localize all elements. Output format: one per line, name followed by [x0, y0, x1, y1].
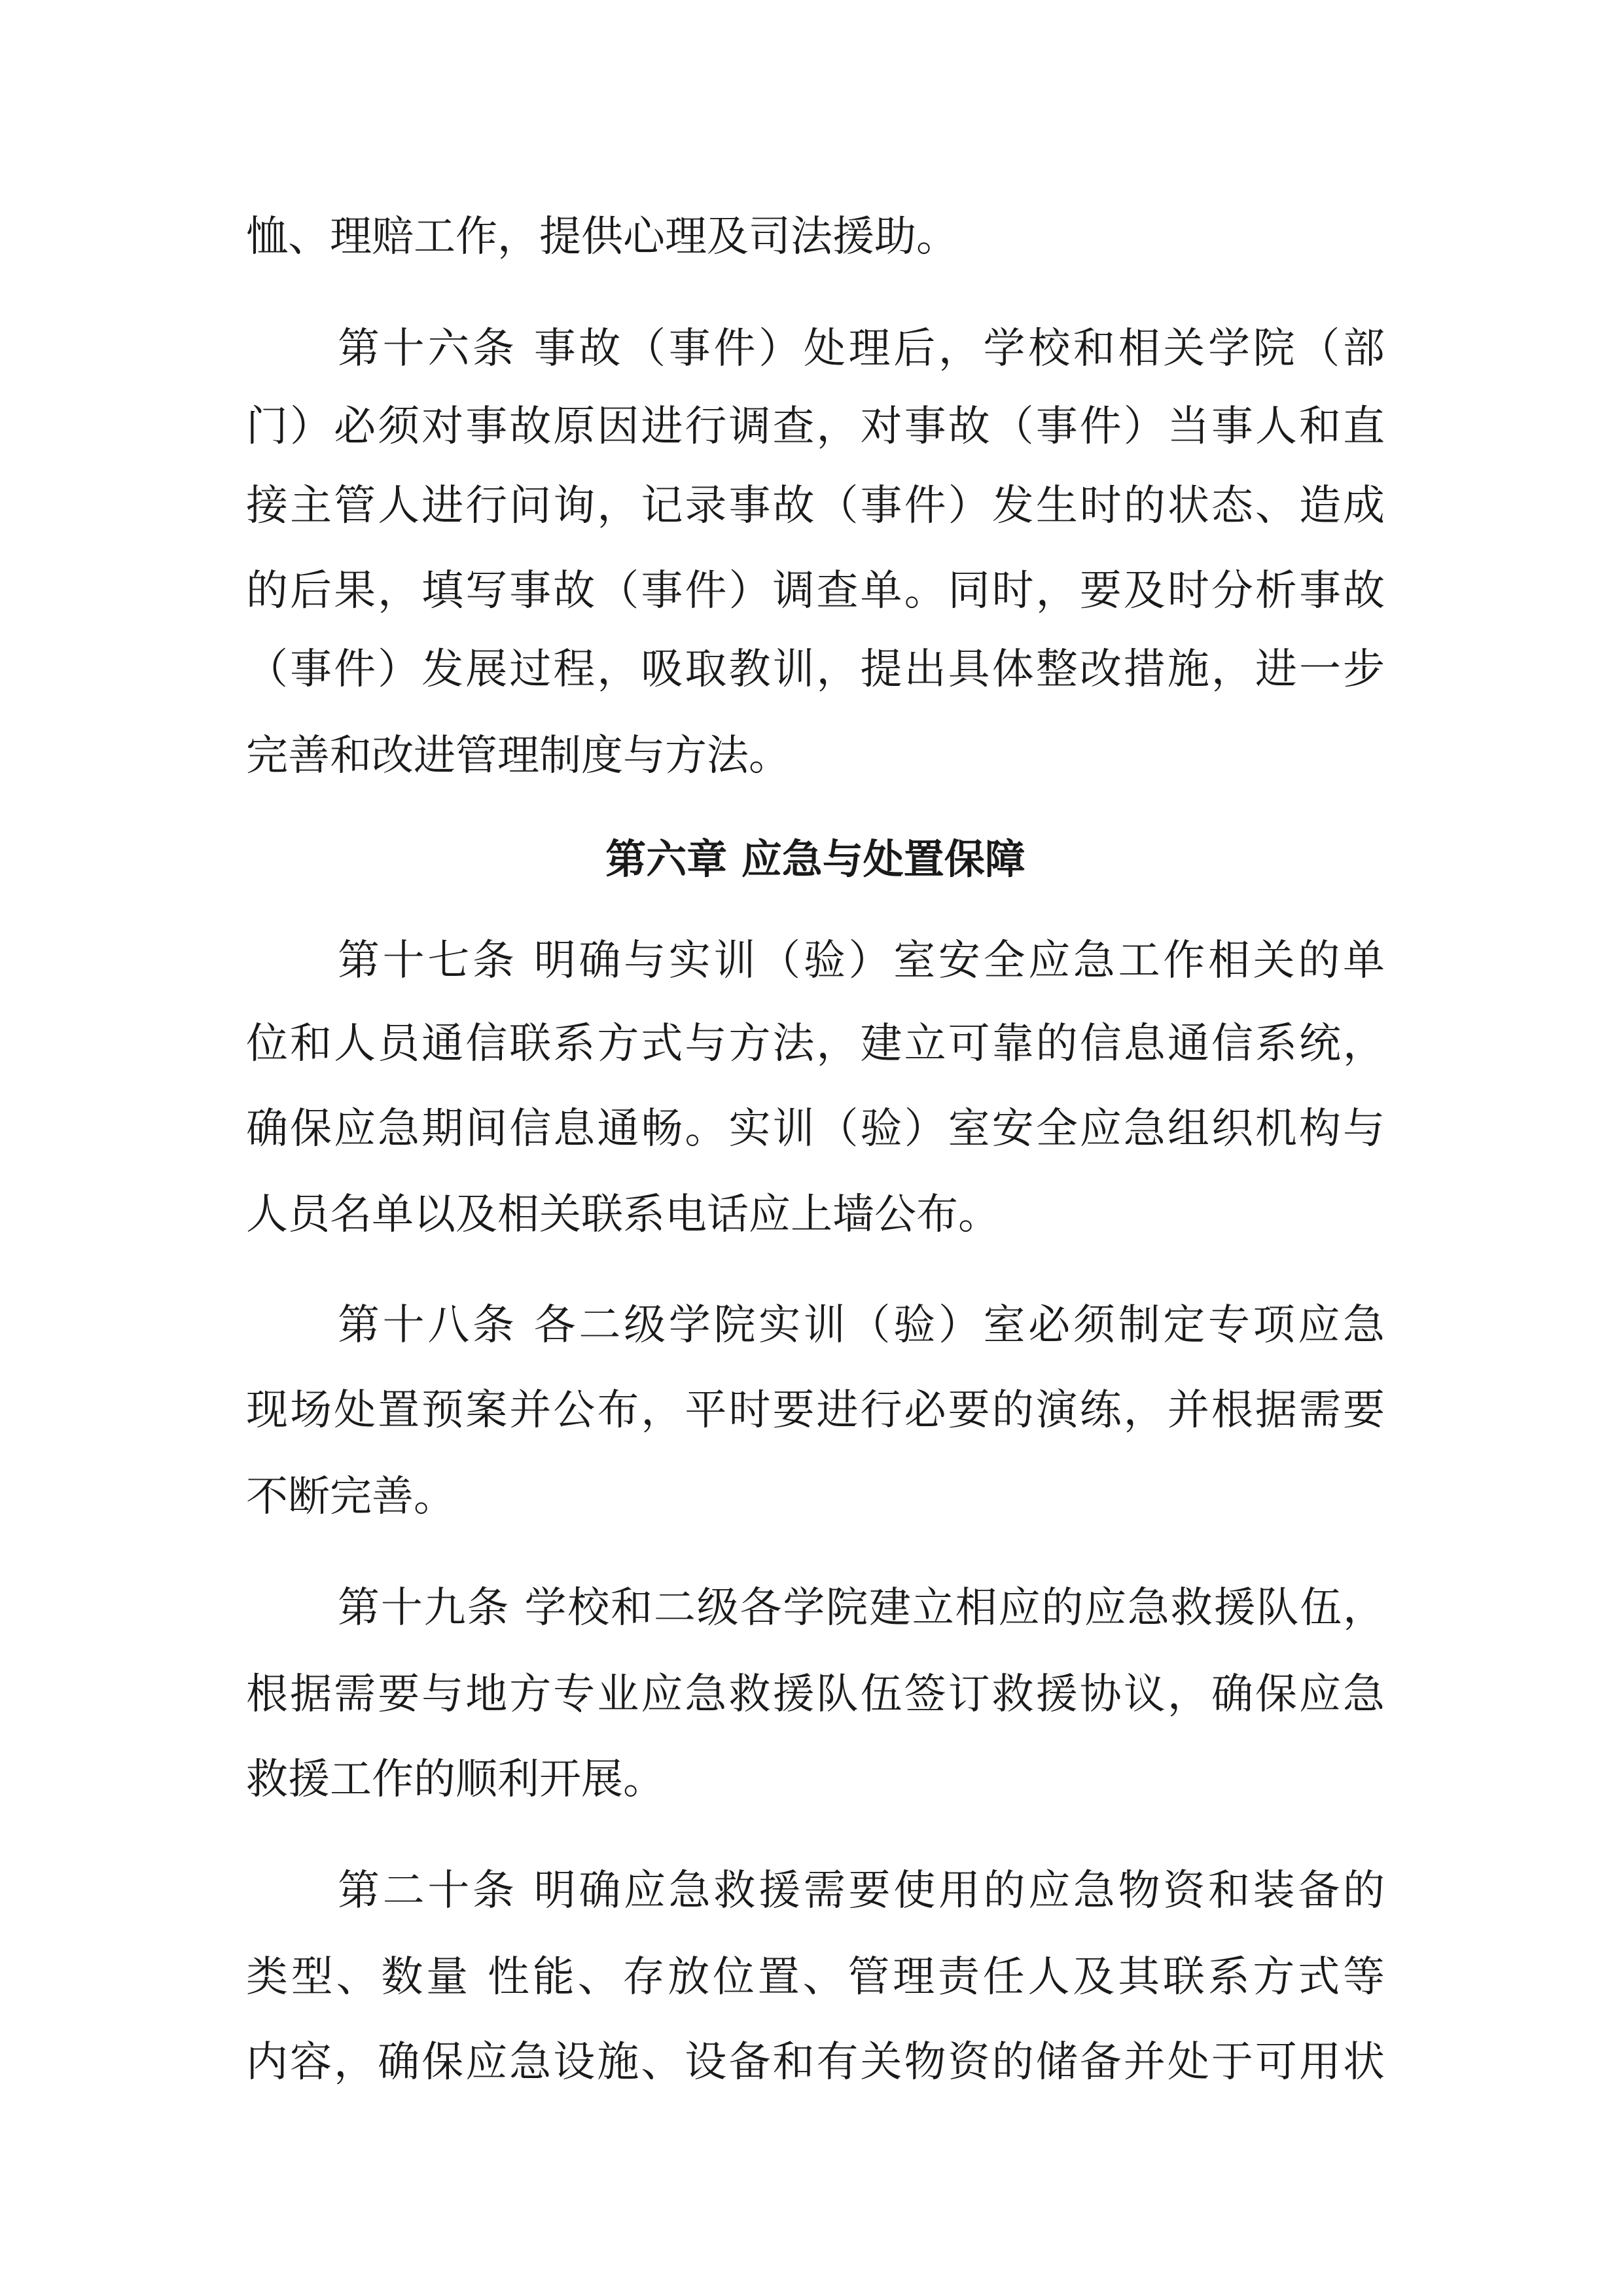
- article-18-line: 现场处置预案并公布，平时要进行必要的演练，并根据需要: [246, 1386, 1385, 1435]
- article-16-line: 接主管人进行问询，记录事故（事件）发生时的状态、造成: [246, 482, 1385, 530]
- chapter-heading: 第六章 应急与处置保障: [605, 835, 1026, 883]
- article-16-line: 完善和改进管理制度与方法。: [246, 732, 791, 780]
- article-16-line: 的后果，填写事故（事件）调查单。同时，要及时分析事故: [246, 567, 1385, 615]
- article-19-line: 救援工作的顺利开展。: [246, 1755, 665, 1804]
- article-16-line: 第十六条 事故（事件）处理后，学校和相关学院（部: [338, 325, 1385, 373]
- article-16-line: 门）必须对事故原因进行调查，对事故（事件）当事人和直: [246, 403, 1385, 451]
- article-17-line: 确保应急期间信息通畅。实训（验）室安全应急组织机构与: [246, 1105, 1385, 1153]
- article-20-line: 类型、数量 性能、存放位置、管理责任人及其联系方式等: [246, 1953, 1385, 2001]
- article-17-line: 位和人员通信联系方式与方法，建立可靠的信息通信系统，: [246, 1020, 1385, 1068]
- article-16-line: （事件）发展过程，吸取教训，提出具体整改措施，进一步: [246, 645, 1385, 694]
- article-19-line: 第十九条 学校和二级各学院建立相应的应急救援队伍，: [338, 1584, 1385, 1632]
- article-18-line: 第十八条 各二级学院实训（验）室必须制定专项应急: [338, 1301, 1385, 1350]
- article-17-line: 第十七条 明确与实训（验）室安全应急工作相关的单: [338, 937, 1385, 985]
- article-18-line: 不断完善。: [246, 1473, 455, 1521]
- paragraph-line: 恤、理赔工作，提供心理及司法援助。: [246, 213, 958, 261]
- article-20-line: 内容，确保应急设施、设备和有关物资的储备并处于可用状: [246, 2038, 1385, 2087]
- article-20-line: 第二十条 明确应急救援需要使用的应急物资和装备的: [338, 1867, 1385, 1915]
- article-19-line: 根据需要与地方专业应急救援队伍签订救援协议，确保应急: [246, 1670, 1385, 1719]
- article-17-line: 人员名单以及相关联系电话应上墙公布。: [246, 1191, 1000, 1239]
